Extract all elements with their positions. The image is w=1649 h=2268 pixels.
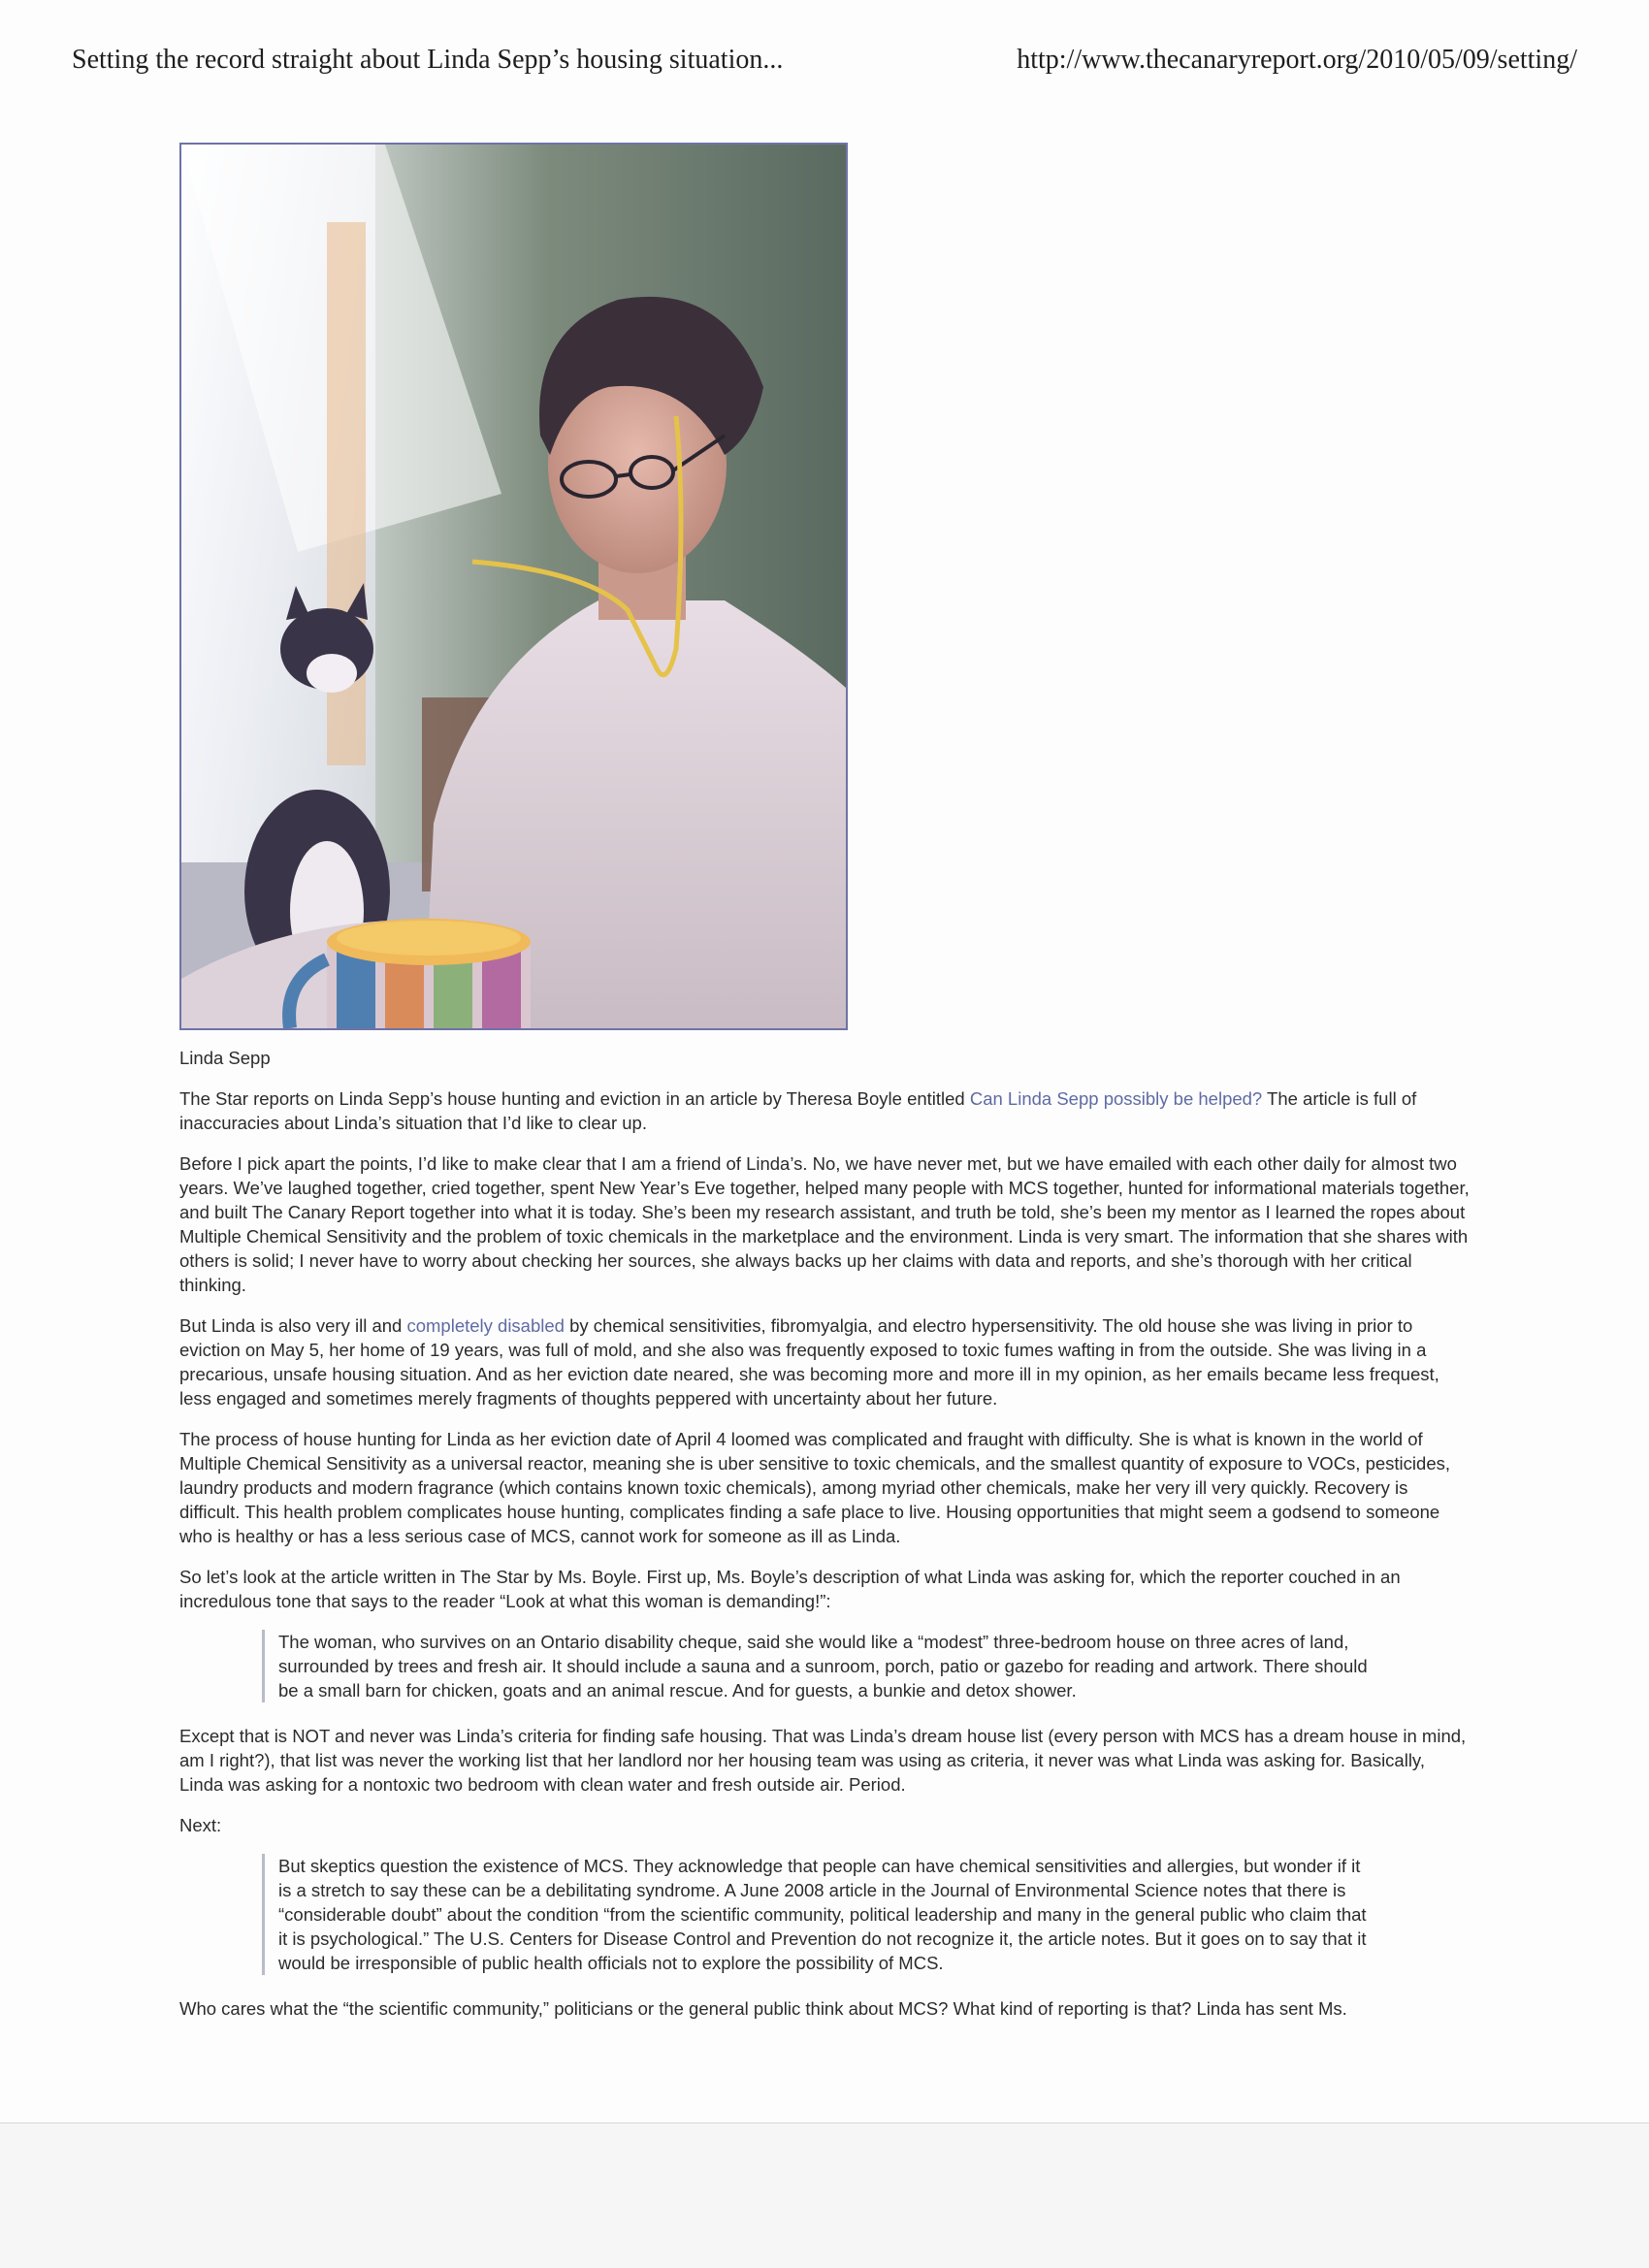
- paragraph-6: Except that is NOT and never was Linda’s criteria for finding safe housing. That was Linda’s dream house list (every person with MCS has a dream house in mind, am I right?), that list was never the working list that her landlord nor her housing team was using as criteria, it never was what Linda was asking for. Basically, Linda was asking for a nontoxic two bedroom with clean water and fresh outside air. Period.: [179, 1726, 1467, 1795]
- paragraph-5: So let’s look at the article written in The Star by Ms. Boyle. First up, Ms. Boyle’s description of what Linda was asking for, which the reporter couched in an incredulous tone that says to the reader “Look at what this woman is demanding!”:: [179, 1567, 1401, 1611]
- paragraph-1-text-a: The Star reports on Linda Sepp’s house hunting and eviction in an article by Theresa Boyle entitled: [179, 1088, 970, 1109]
- article-body: [179, 1046, 1471, 2037]
- paragraph-7: Next:: [179, 1815, 222, 1835]
- paragraph-8: Who cares what the “the scientific community,” politicians or the general public think about MCS? What kind of reporting is that? Linda has sent Ms.: [179, 1998, 1347, 2019]
- paragraph-2: Before I pick apart the points, I’d like to make clear that I am a friend of Linda’s. No, we have never met, but we have emailed with each other daily for almost two years. We’ve laughed together, cried together, spent New Year’s Eve together, helped many people with MCS together, hunted for informational materials together, and built The Canary Report together into what it is today. She’s been my research assistant, and truth be told, she’s been my mentor as I learned the ropes about Multiple Chemical Sensitivity and the problem of toxic chemicals in the marketplace and the environment. Linda is very smart. The information that she shares with others is solid; I never have to worry about checking her sources, she always backs up her claims with data and reports, and she’s thorough with her critical thinking.: [179, 1153, 1470, 1295]
- blockquote-1-text: The woman, who survives on an Ontario disability cheque, said she would like a “modest” three-bedroom house on three acres of land, surrounded by trees and fresh air. It should include a sauna and a sunroom, porch, patio or gazebo for reading and artwork. There should be a small barn for chicken, goats and an animal rescue. And for guests, a bunkie and detox shower.: [278, 1632, 1368, 1701]
- scan-bottom-margin: [0, 2123, 1649, 2268]
- article-photo: [179, 143, 848, 1030]
- paragraph-3: [179, 1313, 1471, 1410]
- blockquote-2: [262, 1854, 1374, 1975]
- paragraph-4: The process of house hunting for Linda as her eviction date of April 4 loomed was complicated and fraught with difficulty. She is what is known in the world of Multiple Chemical Sensitivity as a universal reactor, meaning she is uber sensitive to toxic chemicals, and the smallest quantity of exposure to VOCs, pesticides, laundry products and modern fragrance (which contains known toxic chemicals), among myriad other chemicals, make her very ill very quickly. Recovery is difficult. This health problem complicates house hunting, complicates finding a safe place to live. Housing opportunities that might seem a godsend to someone who is healthy or has a less serious case of MCS, cannot work for someone as ill as Linda.: [179, 1429, 1450, 1546]
- paragraph-3-text-b: by chemical sensitivities, fibromyalgia, and electro hypersensitivity. The old house she was living in prior to eviction on May 5, her home of 19 years, was full of mold, and she also was frequently exposed to toxic fumes wafting in from the outside. She was living in a precarious, unsafe housing situation. And as her eviction date neared, she was becoming more and more ill in my opinion, as her emails became less frequest, less engaged and sometimes merely fragments of thoughts peppered with uncertainty about her future.: [179, 1315, 1439, 1409]
- paragraph-1: [179, 1086, 1471, 1135]
- link-completely-disabled[interactable]: completely disabled: [406, 1315, 565, 1336]
- blockquote-2-text: But skeptics question the existence of MCS. They acknowledge that people can have chemical sensitivities and allergies, but wonder if it is a stretch to say these can be a debilitating syndrome. A June 2008 article in the Journal of Environmental Science notes that there is “considerable doubt” about the condition “from the scientific community, political leadership and many in the general public who claim that it is psychological.” The U.S. Centers for Disease Control and Prevention do not recognize it, the article notes. But it goes on to say that it would be irresponsible of public health officials not to explore the possibility of MCS.: [278, 1856, 1367, 1973]
- photo-caption: Linda Sepp: [179, 1048, 271, 1068]
- article-link-can-linda-sepp[interactable]: Can Linda Sepp possibly be helped?: [969, 1088, 1263, 1109]
- photo-linda-sepp-with-cat-icon: [181, 145, 846, 1028]
- page-header-url[interactable]: http://www.thecanaryreport.org/2010/05/09/setting/: [1017, 45, 1577, 75]
- page-header-title: Setting the record straight about Linda Sepp’s housing situation...: [72, 45, 784, 75]
- blockquote-1: [262, 1630, 1374, 1702]
- paragraph-1-text-b: The article is full of inaccuracies about Linda’s situation that I’d like to clear up.: [179, 1088, 1417, 1133]
- paragraph-3-text-a: But Linda is also very ill and: [179, 1315, 407, 1336]
